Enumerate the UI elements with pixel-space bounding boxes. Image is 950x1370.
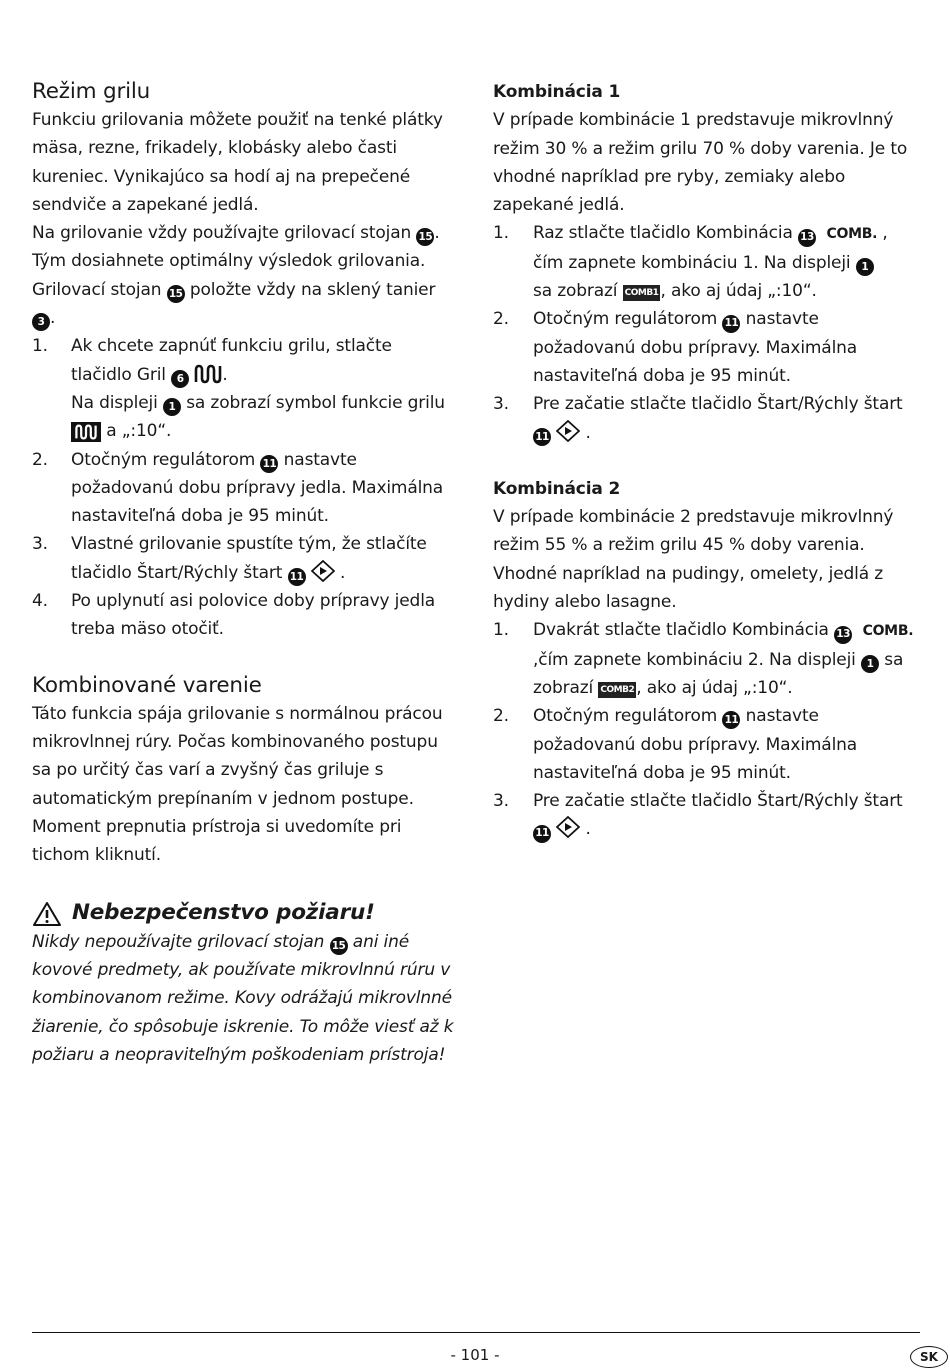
ref-badge: 15 bbox=[416, 228, 434, 246]
warning-body: Nikdy nepoužívajte grilovací stojan 15 ani iné kovové predmety, ak používate mikrovlnnú rúru v kombinovanom režime. Kovy odrážajú mikrovlnné žiarenie, čo spôsobuje iskrenie. To môže viesť až k požiaru a neopraviteľným poškodeniam prístroja! bbox=[32, 931, 454, 1065]
ref-badge: 13 bbox=[798, 229, 816, 247]
list-item: 2. Otočným regulátorom 11 nastavte požadovanú dobu prípravy jedla. Maximálna nastaviteľná doba je 95 minút. bbox=[32, 449, 444, 527]
combination-1-intro: V prípade kombinácie 1 predstavuje mikrovlnný režim 30 % a režim grilu 70 % doby varenia. Je to vhodné napríklad pre ryby, zemiaky alebo zapekané jedlá. bbox=[493, 110, 908, 216]
section-title-combined-cooking: Kombinované varenie bbox=[32, 672, 262, 698]
left-column bbox=[32, 78, 457, 1069]
ref-badge: 6 bbox=[171, 370, 189, 388]
language-badge: SK bbox=[910, 1346, 948, 1368]
diamond-start-icon bbox=[556, 420, 580, 442]
section-title-grill-mode: Režim grilu bbox=[32, 79, 151, 104]
ref-badge: 11 bbox=[288, 568, 306, 586]
ref-badge: 11 bbox=[533, 825, 551, 843]
list-item: 2. Otočným regulátorom 11 nastavte požadovanú dobu prípravy. Maximálna nastaviteľná doba je 95 minút. bbox=[493, 309, 858, 386]
list-item: 2. Otočným regulátorom 11 nastavte požadovanú dobu prípravy. Maximálna nastaviteľná doba je 95 minút. bbox=[493, 706, 858, 783]
warning-triangle-icon bbox=[32, 901, 62, 927]
ref-badge: 15 bbox=[167, 285, 185, 303]
ref-badge: 3 bbox=[32, 313, 50, 331]
ref-badge: 11 bbox=[722, 711, 740, 729]
display-grill-symbol bbox=[71, 422, 101, 442]
ref-badge: 11 bbox=[533, 428, 551, 446]
list-item: 1. Dvakrát stlačte tlačidlo Kombinácia 13 COMB. ,čím zapnete kombináciu 2. Na displeji 1 sa zobrazí COMB2 , ako aj údaj „:10“. bbox=[493, 620, 914, 698]
page-number: - 101 - bbox=[450, 1346, 500, 1364]
list-item: 3. Vlastné grilovanie spustíte tým, že stlačíte tlačidlo Štart/Rýchly štart 11 . bbox=[32, 530, 457, 587]
diamond-start-icon bbox=[556, 816, 580, 838]
grill-wave-icon bbox=[194, 364, 222, 384]
section-title-combination-2: Kombinácia 2 bbox=[493, 478, 621, 499]
footer-divider bbox=[32, 1332, 920, 1333]
ref-badge: 1 bbox=[856, 258, 874, 276]
ref-badge: 11 bbox=[722, 315, 740, 333]
list-item: 4. Po uplynutí asi polovice doby prípravy jedla treba mäso otočiť. bbox=[32, 591, 436, 640]
ref-badge: 1 bbox=[861, 655, 879, 673]
section-title-combination-1: Kombinácia 1 bbox=[493, 82, 621, 102]
ref-badge: 1 bbox=[163, 398, 181, 416]
grill-stand-placement: Grilovací stojan 15 položte vždy na sklený tanier 3 . bbox=[32, 276, 457, 333]
list-item: 3. Pre začatie stlačte tlačidlo Štart/Rýchly štart 11 . bbox=[493, 787, 921, 844]
combination-2-steps bbox=[493, 616, 921, 843]
diamond-start-icon bbox=[311, 560, 335, 582]
ref-badge: 13 bbox=[834, 626, 852, 644]
right-column bbox=[493, 78, 921, 844]
comb-button-label: COMB. bbox=[862, 623, 914, 640]
ref-badge: 11 bbox=[260, 455, 278, 473]
combined-intro: Táto funkcia spája grilovanie s normálnou prácou mikrovlnnej rúry. Počas kombinovaného postupu sa po určitý čas varí a zvyšný čas griluje s automatickým prepínaním v jednom postupe. Moment prepnutia prístroja si uvedomíte pri tichom kliknutí. bbox=[32, 703, 443, 866]
list-item: 1. Ak chcete zapnúť funkciu grilu, stlačte tlačidlo Gril 6 . Na displeji 1 sa zobrazí symbol funkcie grilu a „:10“. bbox=[32, 336, 445, 442]
list-item: 1. Raz stlačte tlačidlo Kombinácia 13 COMB. , čím zapnete kombináciu 1. Na displeji 1 sa zobrazí COMB1 , ako aj údaj „:10“. bbox=[493, 223, 888, 302]
grill-stand-note: Na grilovanie vždy používajte grilovací stojan 15 . Tým dosiahnete optimálny výsledok grilovania. bbox=[32, 223, 440, 272]
grill-wave-icon bbox=[74, 424, 98, 440]
warning-heading bbox=[32, 899, 457, 927]
grill-steps bbox=[32, 332, 457, 643]
display-comb2-symbol: COMB2 bbox=[598, 682, 636, 698]
comb-button-label: COMB. bbox=[826, 226, 878, 243]
warning-title: Nebezpečenstvo požiaru! bbox=[72, 900, 375, 926]
display-comb1-symbol: COMB1 bbox=[623, 285, 661, 301]
ref-badge: 15 bbox=[330, 937, 348, 955]
combination-1-steps bbox=[493, 219, 921, 446]
grill-intro: Funkciu grilovania môžete použiť na tenké plátky mäsa, rezne, frikadely, klobásky alebo časti kureniec. Vynikajúco sa hodí aj na prepečené sendviče a zapekané jedlá. bbox=[32, 110, 443, 215]
list-item: 3. Pre začatie stlačte tlačidlo Štart/Rýchly štart 11 . bbox=[493, 390, 921, 447]
combination-2-intro: V prípade kombinácie 2 predstavuje mikrovlnný režim 55 % a režim grilu 45 % doby varenia. Vhodné napríklad na pudingy, omelety, jedlá z hydiny alebo lasagne. bbox=[493, 507, 894, 613]
